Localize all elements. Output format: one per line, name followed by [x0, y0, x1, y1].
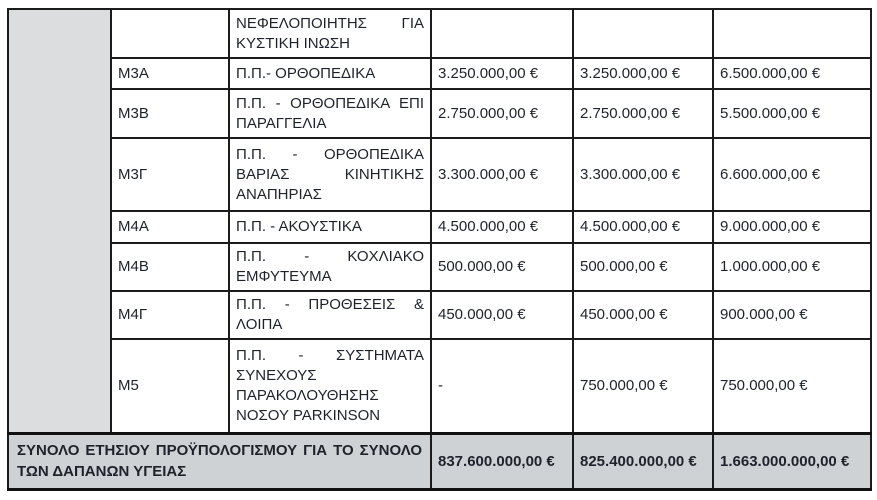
amount-cell: 500.000,00 €	[573, 243, 713, 291]
total-amount-cell: 837.600.000,00 €	[431, 433, 573, 489]
total-amount-cell: 825.400.000,00 €	[573, 433, 713, 489]
description-cell: Π.Π. - ΟΡΘΟΠΕΔΙΚΑ ΕΠΙ ΠΑΡΑΓΓΕΛΙΑ	[229, 89, 431, 138]
total-amount-cell: 1.663.000.000,00 €	[713, 433, 871, 489]
amount-cell	[431, 9, 573, 58]
amount-cell: 750.000,00 €	[713, 339, 871, 433]
table-row	[8, 243, 871, 291]
table-row	[8, 291, 871, 339]
amount-cell: 3.300.000,00 €	[573, 138, 713, 211]
code-cell: Μ3Β	[111, 89, 229, 138]
table-row	[8, 339, 871, 433]
amount-cell: 4.500.000,00 €	[573, 211, 713, 243]
code-cell	[111, 9, 229, 58]
amount-cell: 2.750.000,00 €	[573, 89, 713, 138]
amount-cell: 750.000,00 €	[573, 339, 713, 433]
code-cell: Μ5	[111, 339, 229, 433]
amount-cell: 2.750.000,00 €	[431, 89, 573, 138]
description-cell: Π.Π.- ΟΡΘΟΠΕΔΙΚΑ	[229, 58, 431, 89]
table-row	[8, 89, 871, 138]
code-cell: Μ3Α	[111, 58, 229, 89]
amount-cell: 3.250.000,00 €	[431, 58, 573, 89]
budget-table	[7, 8, 872, 491]
amount-cell: 9.000.000,00 €	[713, 211, 871, 243]
table-row	[8, 58, 871, 89]
category-span-cell	[8, 9, 111, 433]
amount-cell: -	[431, 339, 573, 433]
table-row	[8, 138, 871, 211]
description-cell: Π.Π. - ΣΥΣΤΗΜΑΤΑ ΣΥΝΕΧΟΥΣ ΠΑΡΑΚΟΛΟΥΘΗΣΗΣ ΝΟΣΟΥ PARKINSON	[229, 339, 431, 433]
amount-cell	[573, 9, 713, 58]
code-cell: Μ4Β	[111, 243, 229, 291]
amount-cell: 6.500.000,00 €	[713, 58, 871, 89]
amount-cell: 450.000,00 €	[573, 291, 713, 339]
amount-cell: 900.000,00 €	[713, 291, 871, 339]
description-cell: Π.Π. - ΑΚΟΥΣΤΙΚΑ	[229, 211, 431, 243]
description-cell: Π.Π. - ΠΡΟΘΕΣΕΙΣ & ΛΟΙΠΑ	[229, 291, 431, 339]
amount-cell: 500.000,00 €	[431, 243, 573, 291]
amount-cell: 450.000,00 €	[431, 291, 573, 339]
code-cell: Μ3Γ	[111, 138, 229, 211]
total-row	[8, 433, 871, 489]
amount-cell: 3.250.000,00 €	[573, 58, 713, 89]
amount-cell: 4.500.000,00 €	[431, 211, 573, 243]
amount-cell: 1.000.000,00 €	[713, 243, 871, 291]
amount-cell: 6.600.000,00 €	[713, 138, 871, 211]
amount-cell: 5.500.000,00 €	[713, 89, 871, 138]
total-label-cell: ΣΥΝΟΛΟ ΕΤΗΣΙΟΥ ΠΡΟΫΠΟΛΟΓΙΣΜΟΥ ΓΙΑ ΤΟ ΣΥΝΟΛΟ ΤΩΝ ΔΑΠΑΝΩΝ ΥΓΕΙΑΣ	[8, 433, 431, 489]
description-cell: Π.Π. - ΟΡΘΟΠΕΔΙΚΑ ΒΑΡΙΑΣ ΚΙΝΗΤΙΚΗΣ ΑΝΑΠΗΡΙΑΣ	[229, 138, 431, 211]
description-cell: Π.Π. - ΚΟΧΛΙΑΚΟ ΕΜΦΥΤΕΥΜΑ	[229, 243, 431, 291]
code-cell: Μ4Γ	[111, 291, 229, 339]
table-row	[8, 9, 871, 58]
table-row	[8, 211, 871, 243]
code-cell: Μ4Α	[111, 211, 229, 243]
description-cell: ΝΕΦΕΛΟΠΟΙΗΤΗΣ ΓΙΑ ΚΥΣΤΙΚΗ ΙΝΩΣΗ	[229, 9, 431, 58]
amount-cell	[713, 9, 871, 58]
amount-cell: 3.300.000,00 €	[431, 138, 573, 211]
